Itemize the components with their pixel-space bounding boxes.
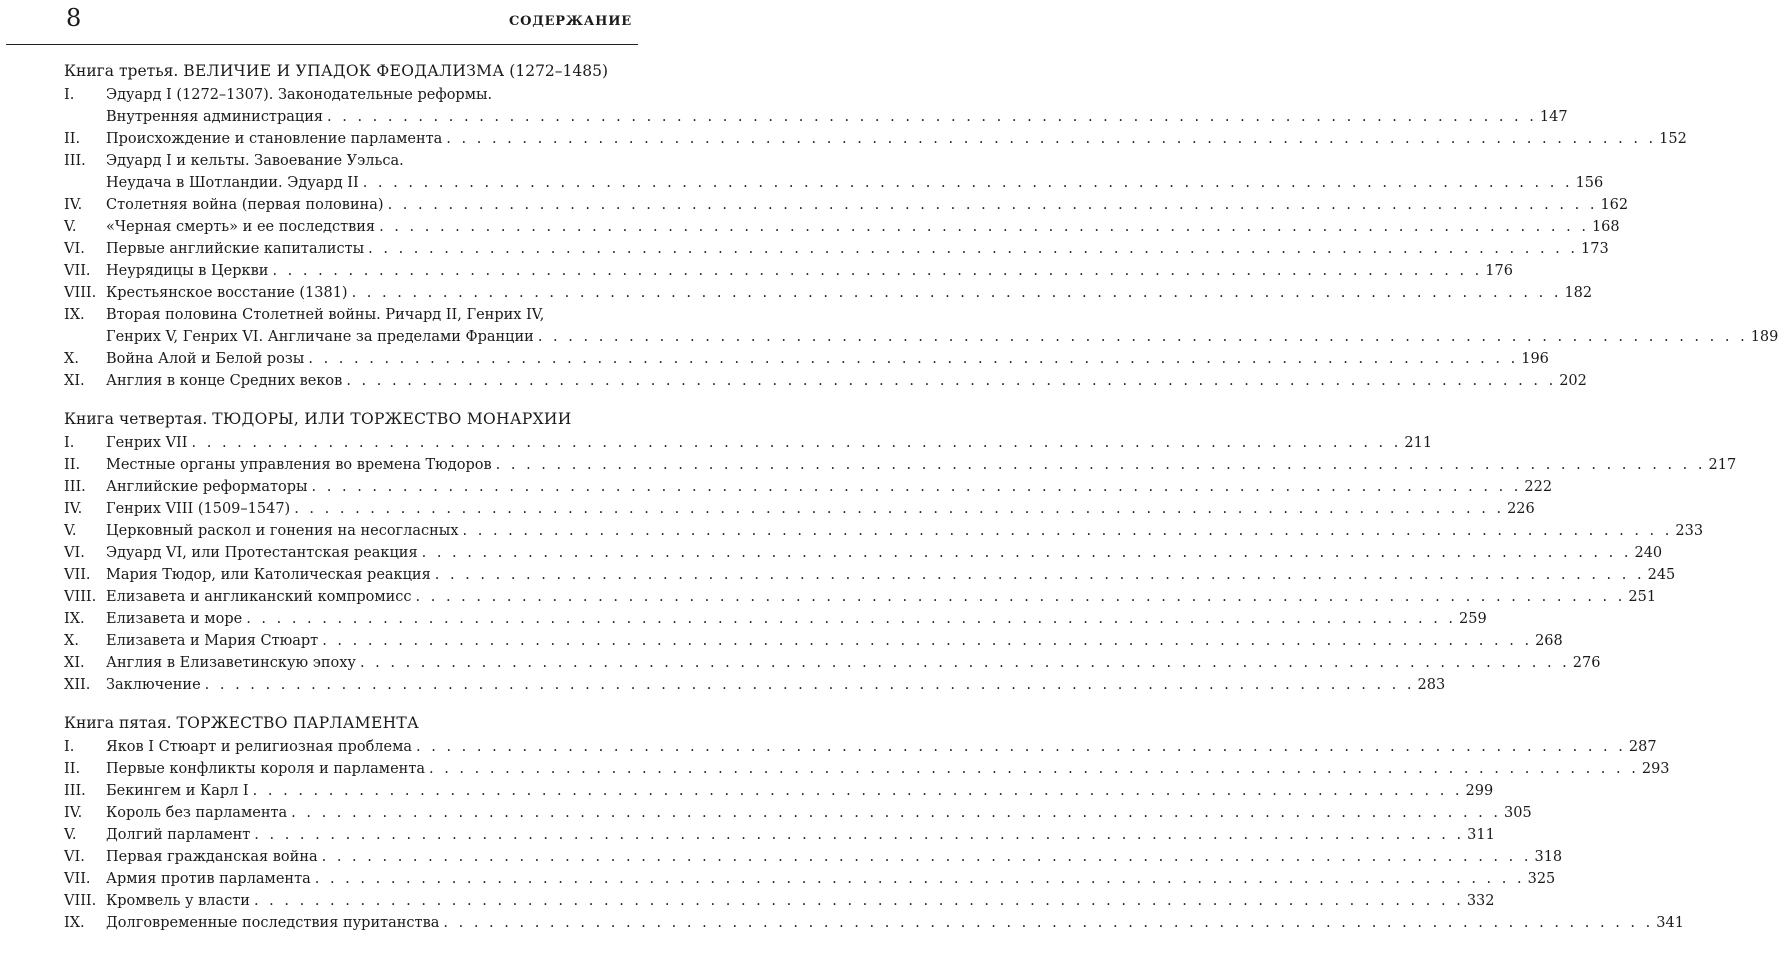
dot-leader: . . . . . . . . . . . . . . . . . . . . . . . . . . . . . . . . . . . . . . . . . . . . . . . . . . . . . . . . . . . . . . . . . . . . . . . . . . . . . . . . xyxy=(359,655,1570,671)
dot-leader: . . . . . . . . . . . . . . . . . . . . . . . . . . . . . . . . . . . . . . . . . . . . . . . . . . . . . . . . . . . . . . . . . . . . . . . . . . . . . . . . xyxy=(253,893,1464,909)
chapter-number: V. xyxy=(64,827,77,843)
book-prefix: Книга пятая. xyxy=(64,714,172,732)
chapter-number: VIII. xyxy=(64,893,97,909)
chapter-number: II. xyxy=(64,457,81,473)
chapter-body xyxy=(106,586,1657,608)
chapter-title: Внутренняя администрация xyxy=(106,109,324,125)
dot-leader: . . . . . . . . . . . . . . . . . . . . . . . . . . . . . . . . . . . . . . . . . . . . . . . . . . . . . . . . . . . . . . . . . . . . . . . . . . . . . . . . xyxy=(415,589,1626,605)
chapter-title-row xyxy=(106,586,1657,608)
toc-entry[interactable] xyxy=(64,454,1737,476)
running-head: СОДЕРЖАНИЕ xyxy=(508,14,632,29)
page-ref: 147 xyxy=(1539,109,1568,125)
page-ref: 318 xyxy=(1534,849,1563,865)
dot-leader: . . . . . . . . . . . . . . . . . . . . . . . . . . . . . . . . . . . . . . . . . . . . . . . . . . . . . . . . . . . . . . . . . . . . . . . . . . . . . . . . xyxy=(537,329,1748,345)
chapter-number: IV. xyxy=(64,805,83,821)
chapter-body xyxy=(106,260,1513,282)
chapter-body xyxy=(106,216,1620,238)
toc-entry[interactable] xyxy=(64,758,1670,780)
chapter-body xyxy=(106,564,1676,586)
dot-leader: . . . . . . . . . . . . . . . . . . . . . . . . . . . . . . . . . . . . . . . . . . . . . . . . . . . . . . . . . . . . . . . . . . . . . . . . . . . . . . . . xyxy=(308,351,1519,367)
page-ref: 259 xyxy=(1459,611,1487,627)
chapter-number: I. xyxy=(64,87,75,103)
toc-entry[interactable] xyxy=(64,194,1629,216)
toc-entry[interactable] xyxy=(64,890,1495,912)
chapter-title: Английские реформаторы xyxy=(106,479,308,495)
toc-entry[interactable] xyxy=(64,586,1657,608)
toc-entry[interactable] xyxy=(64,824,1495,846)
book-section xyxy=(64,712,1684,934)
page-ref: 173 xyxy=(1581,241,1609,257)
dot-leader: . . . . . . . . . . . . . . . . . . . . . . . . . . . . . . . . . . . . . . . . . . . . . . . . . . . . . . . . . . . . . . . . . . . . . . . . . . . . . . . . xyxy=(254,827,1465,843)
book-title-text: ТОРЖЕСТВО ПАРЛАМЕНТА xyxy=(176,714,420,732)
chapter-title: Долговременные последствия пуританства xyxy=(106,915,440,931)
chapter-title: Армия против парламента xyxy=(106,871,311,887)
dot-leader: . . . . . . . . . . . . . . . . . . . . . . . . . . . . . . . . . . . . . . . . . . . . . . . . . . . . . . . . . . . . . . . . . . . . . . . . . . . . . . . . xyxy=(322,633,1533,649)
chapter-title-row xyxy=(106,432,1433,454)
page-ref: 168 xyxy=(1591,219,1620,235)
dot-leader: . . . . . . . . . . . . . . . . . . . . . . . . . . . . . . . . . . . . . . . . . . . . . . . . . . . . . . . . . . . . . . . . . . . . . . . . . . . . . . . . xyxy=(272,263,1483,279)
chapter-body xyxy=(106,542,1663,564)
chapter-title: Церковный раскол и гонения на несогласных xyxy=(106,523,459,539)
chapter-body xyxy=(106,194,1629,216)
chapter-body xyxy=(106,498,1535,520)
page-ref: 268 xyxy=(1535,633,1563,649)
table-of-contents xyxy=(64,60,1778,950)
book-years: (1272–1485) xyxy=(509,62,609,80)
chapter-title-row xyxy=(106,326,1778,348)
chapter-number: VII. xyxy=(64,871,91,887)
chapter-body xyxy=(106,824,1495,846)
chapter-title-row xyxy=(106,238,1609,260)
dot-leader: . . . . . . . . . . . . . . . . . . . . . . . . . . . . . . . . . . . . . . . . . . . . . . . . . . . . . . . . . . . . . . . . . . . . . . . . . . . . . . . . xyxy=(446,131,1657,147)
chapter-title: Крестьянское восстание (1381) xyxy=(106,285,348,301)
chapter-title: Англия в Елизаветинскую эпоху xyxy=(106,655,356,671)
page-ref: 283 xyxy=(1417,677,1446,693)
page-ref: 299 xyxy=(1465,783,1494,799)
page-ref: 341 xyxy=(1656,915,1684,931)
chapter-number: XI. xyxy=(64,655,85,671)
dot-leader: . . . . . . . . . . . . . . . . . . . . . . . . . . . . . . . . . . . . . . . . . . . . . . . . . . . . . . . . . . . . . . . . . . . . . . . . . . . . . . . . xyxy=(434,567,1645,583)
dot-leader: . . . . . . . . . . . . . . . . . . . . . . . . . . . . . . . . . . . . . . . . . . . . . . . . . . . . . . . . . . . . . . . . . . . . . . . . . . . . . . . . xyxy=(321,849,1532,865)
chapter-number: III. xyxy=(64,783,86,799)
toc-entry[interactable] xyxy=(64,912,1684,934)
toc-entry[interactable] xyxy=(64,432,1433,454)
dot-leader: . . . . . . . . . . . . . . . . . . . . . . . . . . . . . . . . . . . . . . . . . . . . . . . . . . . . . . . . . . . . . . . . . . . . . . . . . . . . . . . . xyxy=(291,805,1502,821)
page-ref: 162 xyxy=(1600,197,1629,213)
page-ref: 325 xyxy=(1527,871,1556,887)
chapter-number: VII. xyxy=(64,567,91,583)
chapter-title: Неурядицы в Церкви xyxy=(106,263,269,279)
chapter-body xyxy=(106,454,1737,476)
chapter-body xyxy=(106,476,1553,498)
chapter-title-row xyxy=(106,912,1684,934)
chapter-body xyxy=(106,802,1532,824)
toc-entry[interactable] xyxy=(64,84,1568,128)
chapter-title: Заключение xyxy=(106,677,201,693)
chapter-body xyxy=(106,520,1704,542)
book-section xyxy=(64,408,1737,696)
chapter-title: Яков I Стюарт и религиозная проблема xyxy=(106,739,413,755)
chapter-body xyxy=(106,912,1684,934)
chapter-title-row xyxy=(106,846,1563,868)
chapter-title-row xyxy=(106,260,1513,282)
chapter-title: Мария Тюдор, или Католическая реакция xyxy=(106,567,431,583)
dot-leader: . . . . . . . . . . . . . . . . . . . . . . . . . . . . . . . . . . . . . . . . . . . . . . . . . . . . . . . . . . . . . . . . . . . . . . . . . . . . . . . . xyxy=(294,501,1505,517)
toc-entry[interactable] xyxy=(64,498,1535,520)
dot-leader: . . . . . . . . . . . . . . . . . . . . . . . . . . . . . . . . . . . . . . . . . . . . . . . . . . . . . . . . . . . . . . . . . . . . . . . . . . . . . . . . xyxy=(327,109,1537,125)
dot-leader: . . . . . . . . . . . . . . . . . . . . . . . . . . . . . . . . . . . . . . . . . . . . . . . . . . . . . . . . . . . . . . . . . . . . . . . . . . . . . . . . xyxy=(246,611,1457,627)
chapter-title-row xyxy=(106,128,1687,150)
chapter-title: Первые конфликты короля и парламента xyxy=(106,761,425,777)
book-heading xyxy=(64,712,632,735)
book-prefix: Книга третья. xyxy=(64,62,179,80)
chapter-title: Елизавета и англиканский компромисс xyxy=(106,589,412,605)
toc-entry[interactable] xyxy=(64,128,1687,150)
chapter-title: Король без парламента xyxy=(106,805,288,821)
dot-leader: . . . . . . . . . . . . . . . . . . . . . . . . . . . . . . . . . . . . . . . . . . . . . . . . . . . . . . . . . . . . . . . . . . . . . . . . . . . . . . . . xyxy=(351,285,1562,301)
chapter-title-row xyxy=(106,370,1587,392)
book-title-text: ВЕЛИЧИЕ И УПАДОК ФЕОДАЛИЗМА xyxy=(183,62,505,80)
toc-entry[interactable] xyxy=(64,652,1601,674)
dot-leader: . . . . . . . . . . . . . . . . . . . . . . . . . . . . . . . . . . . . . . . . . . . . . . . . . . . . . . . . . . . . . . . . . . . . . . . . . . . . . . . . xyxy=(314,871,1525,887)
page-header xyxy=(6,0,638,45)
toc-entry[interactable] xyxy=(64,868,1556,890)
page-ref: 251 xyxy=(1628,589,1657,605)
chapter-body xyxy=(106,238,1609,260)
chapter-title: Долгий парламент xyxy=(106,827,251,843)
chapter-title-row xyxy=(106,564,1676,586)
dot-leader: . . . . . . . . . . . . . . . . . . . . . . . . . . . . . . . . . . . . . . . . . . . . . . . . . . . . . . . . . . . . . . . . . . . . . . . . . . . . . . . . xyxy=(421,545,1632,561)
toc-entry[interactable] xyxy=(64,520,1704,542)
chapter-body xyxy=(106,780,1494,802)
chapter-title: Англия в конце Средних веков xyxy=(106,373,343,389)
page-ref: 293 xyxy=(1641,761,1670,777)
dot-leader: . . . . . . . . . . . . . . . . . . . . . . . . . . . . . . . . . . . . . . . . . . . . . . . . . . . . . . . . . . . . . . . . . . . . . . . . . . . . . . . . xyxy=(362,175,1573,191)
page-ref: 211 xyxy=(1404,435,1433,451)
book-section xyxy=(64,60,1778,392)
chapter-number: VII. xyxy=(64,263,91,279)
book-heading xyxy=(64,408,632,431)
chapter-number: V. xyxy=(64,523,77,539)
dot-leader: . . . . . . . . . . . . . . . . . . . . . . . . . . . . . . . . . . . . . . . . . . . . . . . . . . . . . . . . . . . . . . . . . . . . . . . . . . . . . . . . xyxy=(204,677,1415,693)
chapter-number: VI. xyxy=(64,849,85,865)
page-ref: 233 xyxy=(1675,523,1704,539)
chapter-number: III. xyxy=(64,479,86,495)
chapter-title-row xyxy=(106,780,1494,802)
toc-entry[interactable] xyxy=(64,630,1563,652)
chapter-body xyxy=(106,846,1563,868)
chapter-body xyxy=(106,652,1601,674)
toc-entry[interactable] xyxy=(64,150,1604,194)
chapter-title-row xyxy=(106,348,1549,370)
chapter-title-row xyxy=(106,172,1604,194)
chapter-body xyxy=(106,432,1433,454)
chapter-body xyxy=(106,370,1587,392)
chapter-body xyxy=(106,674,1446,696)
page-ref: 202 xyxy=(1559,373,1587,389)
toc-entry[interactable] xyxy=(64,736,1657,758)
chapter-body xyxy=(106,608,1487,630)
chapter-number: IX. xyxy=(64,915,85,931)
chapter-title-row xyxy=(106,282,1593,304)
chapter-title: Генрих VIII (1509–1547) xyxy=(106,501,291,517)
page-ref: 189 xyxy=(1750,329,1778,345)
chapter-body xyxy=(106,868,1556,890)
book-title-text: ТЮДОРЫ, ИЛИ ТОРЖЕСТВО МОНАРХИИ xyxy=(212,410,572,428)
chapter-title: Неудача в Шотландии. Эдуард II xyxy=(106,175,359,191)
chapter-title-row xyxy=(106,652,1601,674)
chapter-body xyxy=(106,736,1657,758)
chapter-title: Кромвель у власти xyxy=(106,893,250,909)
dot-leader: . . . . . . . . . . . . . . . . . . . . . . . . . . . . . . . . . . . . . . . . . . . . . . . . . . . . . . . . . . . . . . . . . . . . . . . . . . . . . . . . xyxy=(346,373,1557,389)
chapter-number: IX. xyxy=(64,611,85,627)
chapter-title: Эдуард VI, или Протестантская реакция xyxy=(106,545,418,561)
chapter-number: I. xyxy=(64,435,75,451)
chapter-title-row xyxy=(106,758,1670,780)
dot-leader: . . . . . . . . . . . . . . . . . . . . . . . . . . . . . . . . . . . . . . . . . . . . . . . . . . . . . . . . . . . . . . . . . . . . . . . . . . . . . . . . xyxy=(379,219,1589,235)
chapter-number: I. xyxy=(64,739,75,755)
chapter-body xyxy=(106,84,1568,128)
toc-entry[interactable] xyxy=(64,370,1587,392)
chapter-title-line: Вторая половина Столетней войны. Ричард II, Генрих IV, xyxy=(106,307,545,323)
dot-leader: . . . . . . . . . . . . . . . . . . . . . . . . . . . . . . . . . . . . . . . . . . . . . . . . . . . . . . . . . . . . . . . . . . . . . . . . . . . . . . . . xyxy=(495,457,1706,473)
page-ref: 217 xyxy=(1708,457,1737,473)
chapter-number: IX. xyxy=(64,307,85,323)
dot-leader: . . . . . . . . . . . . . . . . . . . . . . . . . . . . . . . . . . . . . . . . . . . . . . . . . . . . . . . . . . . . . . . . . . . . . . . . . . . . . . . . xyxy=(443,915,1654,931)
toc-entry[interactable] xyxy=(64,780,1494,802)
page-ref: 196 xyxy=(1521,351,1549,367)
chapter-title-row xyxy=(106,476,1553,498)
chapter-title: «Черная смерть» и ее последствия xyxy=(106,219,376,235)
chapter-title: Елизавета и Мария Стюарт xyxy=(106,633,319,649)
chapter-title-row xyxy=(106,630,1563,652)
chapter-title: Столетняя война (первая половина) xyxy=(106,197,384,213)
chapter-body xyxy=(106,282,1593,304)
toc-entry[interactable] xyxy=(64,238,1609,260)
page-ref: 245 xyxy=(1647,567,1676,583)
toc-entry[interactable] xyxy=(64,304,1778,348)
toc-entry[interactable] xyxy=(64,216,1620,238)
book-heading xyxy=(64,60,632,83)
chapter-body xyxy=(106,128,1687,150)
chapter-title-row xyxy=(106,542,1663,564)
page-ref: 226 xyxy=(1507,501,1535,517)
chapter-number: VIII. xyxy=(64,589,97,605)
chapter-title-row xyxy=(106,868,1556,890)
chapter-title: Елизавета и море xyxy=(106,611,243,627)
toc-entry[interactable] xyxy=(64,260,1513,282)
toc-entry[interactable] xyxy=(64,476,1553,498)
chapter-body xyxy=(106,304,1778,348)
chapter-number: VIII. xyxy=(64,285,97,301)
dot-leader: . . . . . . . . . . . . . . . . . . . . . . . . . . . . . . . . . . . . . . . . . . . . . . . . . . . . . . . . . . . . . . . . . . . . . . . . . . . . . . . . xyxy=(252,783,1463,799)
chapter-title-row xyxy=(106,824,1495,846)
chapter-body xyxy=(106,348,1549,370)
chapter-body xyxy=(106,150,1604,194)
toc-entry[interactable] xyxy=(64,608,1487,630)
dot-leader: . . . . . . . . . . . . . . . . . . . . . . . . . . . . . . . . . . . . . . . . . . . . . . . . . . . . . . . . . . . . . . . . . . . . . . . . . . . . . . . . xyxy=(429,761,1639,777)
chapter-number: II. xyxy=(64,761,81,777)
page-ref: 152 xyxy=(1659,131,1687,147)
page-ref: 222 xyxy=(1524,479,1553,495)
dot-leader: . . . . . . . . . . . . . . . . . . . . . . . . . . . . . . . . . . . . . . . . . . . . . . . . . . . . . . . . . . . . . . . . . . . . . . . . . . . . . . . . xyxy=(387,197,1598,213)
chapter-body xyxy=(106,890,1495,912)
chapter-title-row xyxy=(106,608,1487,630)
chapter-body xyxy=(106,630,1563,652)
chapter-title-row xyxy=(106,802,1532,824)
chapter-title-row xyxy=(106,194,1629,216)
page-ref: 176 xyxy=(1485,263,1513,279)
chapter-number: IV. xyxy=(64,501,83,517)
chapter-title: Первая гражданская война xyxy=(106,849,318,865)
chapter-number: VI. xyxy=(64,241,85,257)
chapter-number: V. xyxy=(64,219,77,235)
chapter-body xyxy=(106,758,1670,780)
toc-entry[interactable] xyxy=(64,348,1549,370)
chapter-title-row xyxy=(106,890,1495,912)
chapter-number: III. xyxy=(64,153,86,169)
chapter-title: Генрих VII xyxy=(106,435,188,451)
chapter-title: Местные органы управления во времена Тюдоров xyxy=(106,457,492,473)
chapter-title-row xyxy=(106,106,1568,128)
chapter-number: X. xyxy=(64,633,79,649)
toc-entry[interactable] xyxy=(64,542,1663,564)
toc-entry[interactable] xyxy=(64,282,1593,304)
chapter-number: VI. xyxy=(64,545,85,561)
page-number: 8 xyxy=(66,4,82,32)
chapter-title-row xyxy=(106,736,1657,758)
toc-entry[interactable] xyxy=(64,674,1446,696)
dot-leader: . . . . . . . . . . . . . . . . . . . . . . . . . . . . . . . . . . . . . . . . . . . . . . . . . . . . . . . . . . . . . . . . . . . . . . . . . . . . . . . . xyxy=(416,739,1626,755)
chapter-title-row xyxy=(106,498,1535,520)
chapter-title-line: Эдуард I (1272–1307). Законодательные реформы. xyxy=(106,87,493,103)
page-ref: 311 xyxy=(1467,827,1495,843)
chapter-title: Происхождение и становление парламента xyxy=(106,131,443,147)
chapter-title: Генрих V, Генрих VI. Англичане за пределами Франции xyxy=(106,329,534,345)
chapter-number: IV. xyxy=(64,197,83,213)
chapter-number: II. xyxy=(64,131,81,147)
chapter-title-line: Эдуард I и кельты. Завоевание Уэльса. xyxy=(106,153,404,169)
page-ref: 156 xyxy=(1575,175,1604,191)
dot-leader: . . . . . . . . . . . . . . . . . . . . . . . . . . . . . . . . . . . . . . . . . . . . . . . . . . . . . . . . . . . . . . . . . . . . . . . . . . . . . . . . xyxy=(311,479,1522,495)
toc-entry[interactable] xyxy=(64,564,1676,586)
page-ref: 182 xyxy=(1564,285,1593,301)
book-prefix: Книга четвертая. xyxy=(64,410,208,428)
page-ref: 332 xyxy=(1466,893,1495,909)
chapter-title-row xyxy=(106,520,1704,542)
chapter-title-row xyxy=(106,216,1620,238)
chapter-title: Война Алой и Белой розы xyxy=(106,351,305,367)
chapter-title: Первые английские капиталисты xyxy=(106,241,365,257)
chapter-number: XII. xyxy=(64,677,91,693)
page-ref: 276 xyxy=(1572,655,1601,671)
toc-entry[interactable] xyxy=(64,802,1532,824)
chapter-title-row xyxy=(106,674,1446,696)
chapter-number: XI. xyxy=(64,373,85,389)
chapter-title: Бекингем и Карл I xyxy=(106,783,249,799)
page-ref: 240 xyxy=(1634,545,1663,561)
toc-entry[interactable] xyxy=(64,846,1563,868)
dot-leader: . . . . . . . . . . . . . . . . . . . . . . . . . . . . . . . . . . . . . . . . . . . . . . . . . . . . . . . . . . . . . . . . . . . . . . . . . . . . . . . . xyxy=(191,435,1402,451)
chapter-number: X. xyxy=(64,351,79,367)
dot-leader: . . . . . . . . . . . . . . . . . . . . . . . . . . . . . . . . . . . . . . . . . . . . . . . . . . . . . . . . . . . . . . . . . . . . . . . . . . . . . . . . xyxy=(368,241,1579,257)
page-ref: 287 xyxy=(1628,739,1657,755)
dot-leader: . . . . . . . . . . . . . . . . . . . . . . . . . . . . . . . . . . . . . . . . . . . . . . . . . . . . . . . . . . . . . . . . . . . . . . . . . . . . . . . . xyxy=(462,523,1673,539)
page-ref: 305 xyxy=(1504,805,1532,821)
chapter-title-row xyxy=(106,454,1737,476)
